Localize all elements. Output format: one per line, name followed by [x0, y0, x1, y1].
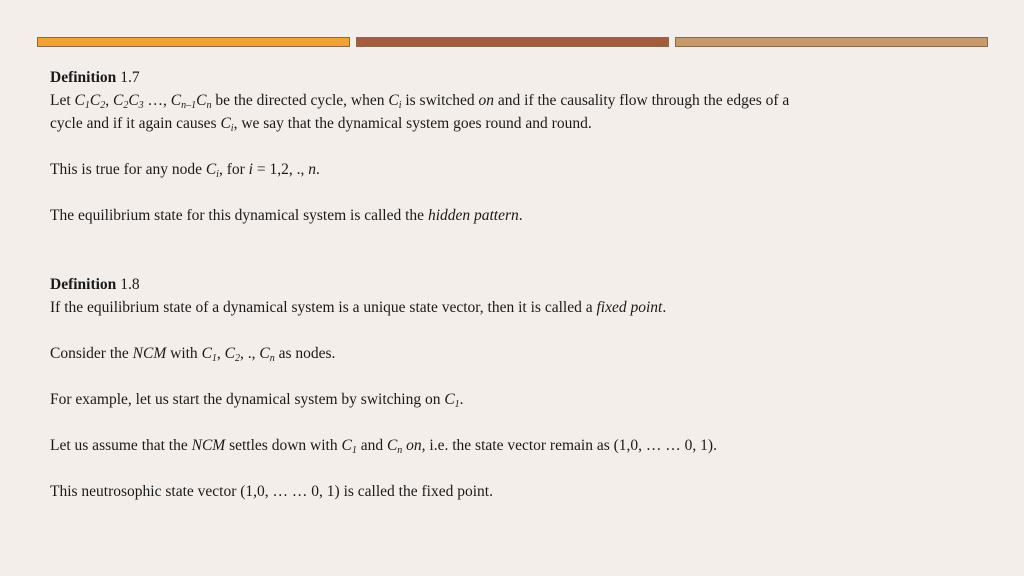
decorative-header-bars — [37, 37, 988, 48]
header-bar-tan — [675, 37, 988, 47]
slide-content — [50, 66, 990, 503]
example-statement: For example, let us start the dynamical system by switching on $C_1$. — [50, 391, 464, 410]
definition-1-8-text: If the equilibrium state of a dynamical system is a unique state vector, then it is called a fixed point. — [50, 299, 667, 316]
definition-1-7-heading: Definition 1.7 — [50, 69, 140, 86]
equilibrium-statement: The equilibrium state for this dynamical system is called the hidden pattern. — [50, 207, 523, 224]
neutrosophic-statement: This neutrosophic state vector (1,0, … … 0, 1) is called the fixed point. — [50, 483, 493, 500]
header-bar-brown — [356, 37, 669, 47]
consider-statement: Consider the NCM with $C_1$, $C_2$, ., $C_n$ as nodes. — [50, 345, 336, 364]
node-statement: This is true for any node $C_i$, for i = 1,2, ., n. — [50, 161, 320, 180]
definition-1-8-heading: Definition 1.8 — [50, 276, 140, 293]
header-bar-orange — [37, 37, 350, 47]
definition-1-7-text: Let $C_1C_2$, $C_2C_3$ …, $C_{n-1}C_n$ be the directed cycle, when $C_i$ is switched on and if the causality flow through the edges of a cycle and if it again causes $C_i$, we say that the dynamical system goes round and round. — [50, 92, 790, 134]
assume-statement: Let us assume that the NCM settles down with $C_1$ and $C_n$ on, i.e. the state vector remain as (1,0, … … 0, 1). — [50, 437, 717, 456]
